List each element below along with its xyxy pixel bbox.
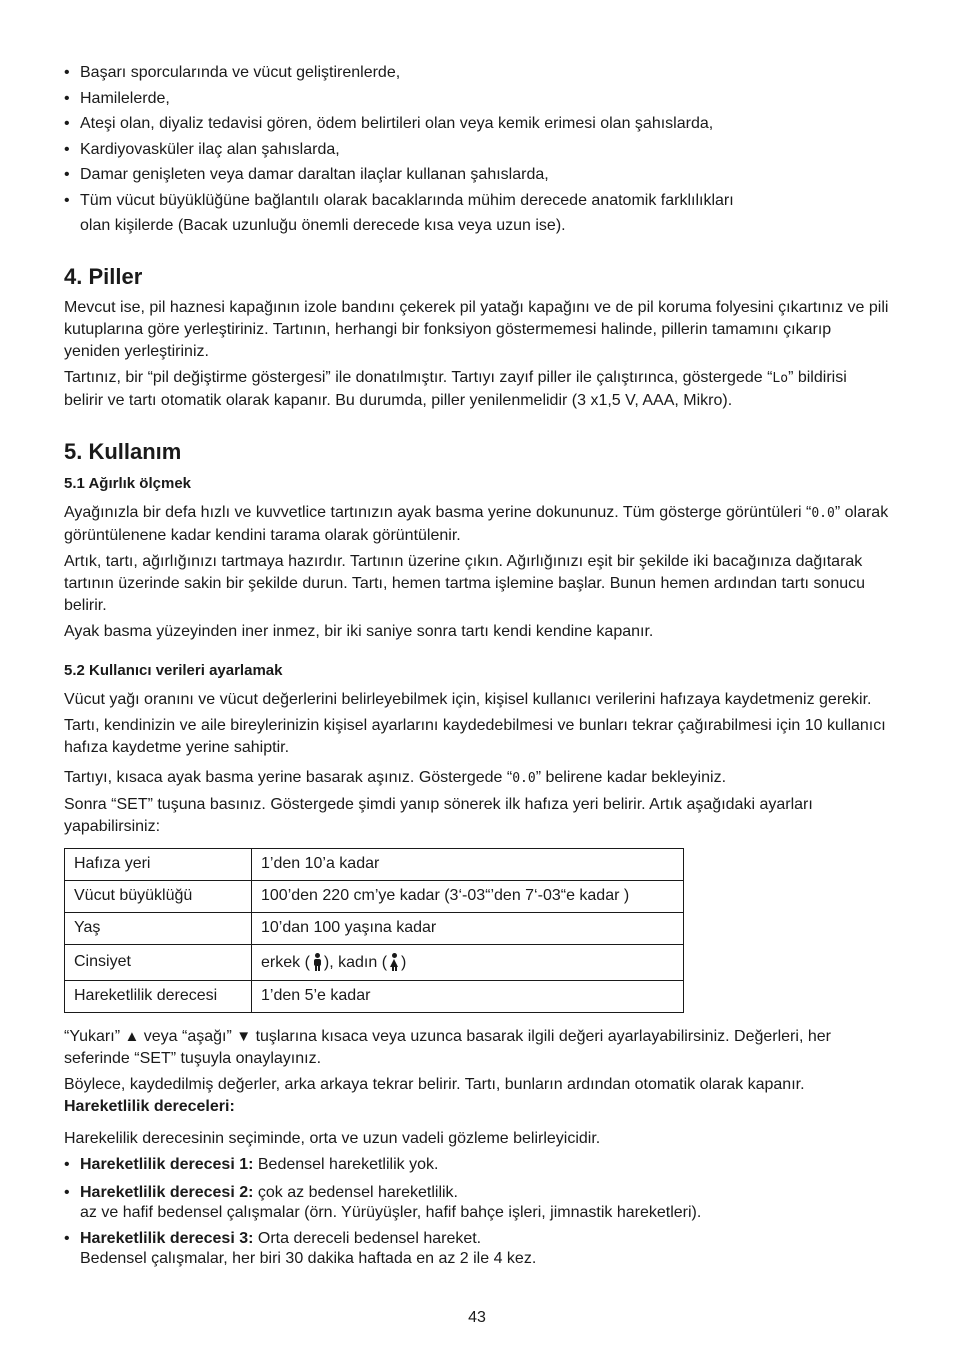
up-arrow-icon: ▲ (124, 1027, 140, 1045)
subsection-heading-user-data: 5.2 Kullanıcı verileri ayarlamak (64, 661, 283, 679)
table-row (65, 848, 684, 880)
settings-table (64, 848, 684, 1013)
table-cell: 10’dan 100 yaşına kadar (252, 912, 684, 944)
list-item: • Damar genişleten veya damar daraltan ilaçlar kullanan şahıslarda, (64, 162, 890, 188)
table-row (65, 980, 684, 1012)
display-code: 0.0 (811, 505, 835, 521)
list-item-line: olan kişilerde (Bacak uzunluğu önemli derecede kısa veya uzun ise). (80, 217, 566, 234)
text-run: tuşlarına kısaca veya uzunca basarak ilgili değeri ayarlayabilirsiniz. Değerleri, her seferinde “SET” tuşuyla onaylayınız. (64, 1027, 831, 1067)
paragraph (64, 502, 890, 547)
text-run: veya “aşağı” (139, 1027, 237, 1045)
paragraph: Artık, tartı, ağırlığınızı tartmaya hazırdır. Tartının üzerine çıkın. Ağırlığınızı eşit bir şekilde iki bacağınıza dağıtarak tartının üzerinde sakin bir şekilde durun. Tartı, hemen tartma işlemine başlar. Bunun hemen ardından tartı sonucu belirir. (64, 552, 866, 614)
table-cell: Yaş (65, 912, 252, 944)
text-run: çok az bedensel hareketlilik. (253, 1183, 458, 1201)
paragraph: Ayak basma yüzeyinden iner inmez, bir iki saniye sonra tartı kendi kendine kapanır. (64, 622, 654, 640)
table-cell: 1’den 10’a kadar (252, 848, 684, 880)
section-heading-usage: 5. Kullanım (64, 438, 182, 464)
male-icon (312, 953, 322, 971)
list-item (64, 1153, 890, 1177)
paragraph: Sonra “SET” tuşuna basınız. Göstergede şimdi yanıp sönerek ilk hafıza yeri belirir. Artık aşağıdaki ayarları yapabilirsiniz: (64, 795, 813, 835)
list-item: • Ateşi olan, diyaliz tedavisi gören, ödem belirtileri olan veya kemik erimesi olan şahıslarda, (64, 111, 890, 137)
activity-level-list (64, 1153, 890, 1269)
bold-text: Hareketlilik derecesi 3: (80, 1229, 254, 1247)
table-row (65, 944, 684, 980)
paragraph: Vücut yağı oranını ve vücut değerlerini belirleyebilmek için, kişisel kullanıcı verilerini hafızaya kaydetmeniz gerekir. (64, 690, 872, 708)
text-run: ” belirene kadar bekleyiniz. (535, 768, 727, 786)
text-run: ) (401, 953, 407, 971)
bold-text: Hareketlilik derecesi 2: (80, 1183, 254, 1201)
display-code: 0.0 (512, 770, 536, 786)
paragraph: Mevcut ise, pil haznesi kapağının izole bandını çekerek pil yatağı kapağını ve de pil koruma folyesini çıkartınız ve pili kutuplarına göre yerleştiriniz. Tartının, herhangi bir fonksiyon göstermemesi halinde, pillerin tamamını çıkarıp yeniden yerleştiriniz. (64, 298, 889, 360)
table-cell (252, 944, 684, 980)
display-code: Lo (772, 370, 789, 386)
section-heading-batteries: 4. Piller (64, 263, 143, 289)
text-run: erkek ( (261, 953, 310, 971)
down-arrow-icon: ▼ (236, 1027, 252, 1045)
text-run: ” olarak görüntülenene kadar kendini tarama olarak görüntülenir. (64, 503, 889, 544)
text-run: Ayağınızla bir defa hızlı ve kuvvetlice tartınızın ayak basma yerine dokununuz. Tüm gösterge görüntüleri “ (64, 503, 812, 521)
text-run: Bedensel çalışmalar, her biri 30 dakika haftada en az 2 ile 4 kez. (80, 1249, 537, 1267)
table-row (65, 912, 684, 944)
paragraph (64, 1026, 890, 1070)
list-item (64, 1183, 890, 1223)
page-number: 43 (468, 1309, 486, 1326)
table-cell: Hafıza yeri (65, 848, 252, 880)
list-item-line: • Tüm vücut büyüklüğüne bağlantılı olarak bacaklarında mühim derecede anatomik farklılıkları (80, 191, 734, 209)
text-run: “Yukarı” (64, 1027, 125, 1045)
list-item: • Hamilelerde, (64, 86, 890, 112)
female-icon (389, 953, 399, 971)
text-run: Tartınız, bir “pil değiştirme göstergesi” ile donatılmıştır. Tartıyı zayıf piller ile çalıştırınca, göstergede “ (64, 368, 773, 386)
bold-text: Hareketlilik derecesi 1: (80, 1155, 254, 1173)
document-page (64, 60, 890, 1269)
paragraph: Harekelilik derecesinin seçiminde, orta ve uzun vadeli gözleme belirleyicidir. (64, 1129, 601, 1147)
table-cell: Hareketlilik derecesi (65, 980, 252, 1012)
paragraph: Böylece, kaydedilmiş değerler, arka arkaya tekrar belirir. Tartı, bunların ardından otomatik olarak kapanır. (64, 1075, 805, 1093)
text-run: Tartıyı, kısaca ayak basma yerine basarak aşınız. Göstergede “ (64, 768, 513, 786)
list-item (64, 1229, 890, 1269)
bold-text: Hareketlilik dereceleri: (64, 1097, 235, 1115)
table-cell: 100’den 220 cm’ye kadar (3‘-03“’den 7‘-03“e kadar ) (252, 880, 684, 912)
paragraph (64, 367, 890, 412)
list-item (64, 188, 890, 239)
text-run: Orta dereceli bedensel hareket. (253, 1229, 482, 1247)
table-cell: 1’den 5’e kadar (252, 980, 684, 1012)
text-run: ), kadın ( (323, 953, 388, 971)
paragraph (64, 767, 890, 790)
text-run: Bedensel hareketlilik yok. (253, 1155, 439, 1173)
list-item: • Başarı sporcularında ve vücut geliştirenlerde, (64, 60, 890, 86)
table-row (65, 880, 684, 912)
activity-heading (64, 1096, 890, 1118)
table-cell: Cinsiyet (65, 944, 252, 980)
intro-bullet-list (64, 60, 890, 239)
table-cell: Vücut büyüklüğü (65, 880, 252, 912)
list-item: • Kardiyovasküler ilaç alan şahıslarda, (64, 137, 890, 163)
text-run: az ve hafif bedensel çalışmalar (örn. Yürüyüşler, hafif bahçe işleri, jimnastik hareketleri). (80, 1203, 702, 1221)
paragraph: Tartı, kendinizin ve aile bireylerinizin kişisel ayarlarını kaydedebilmesi ve bunları tekrar çağırabilmesi için 10 kullanıcı hafıza kaydetme yerine sahiptir. (64, 716, 886, 756)
text-run: ” bildirisi belirir ve tartı otomatik olarak kapanır. Bu durumda, piller yenilenmelidir (3 x1,5 V, AAA, Mikro). (64, 368, 847, 409)
subsection-heading-weighing: 5.1 Ağırlık ölçmek (64, 474, 192, 492)
